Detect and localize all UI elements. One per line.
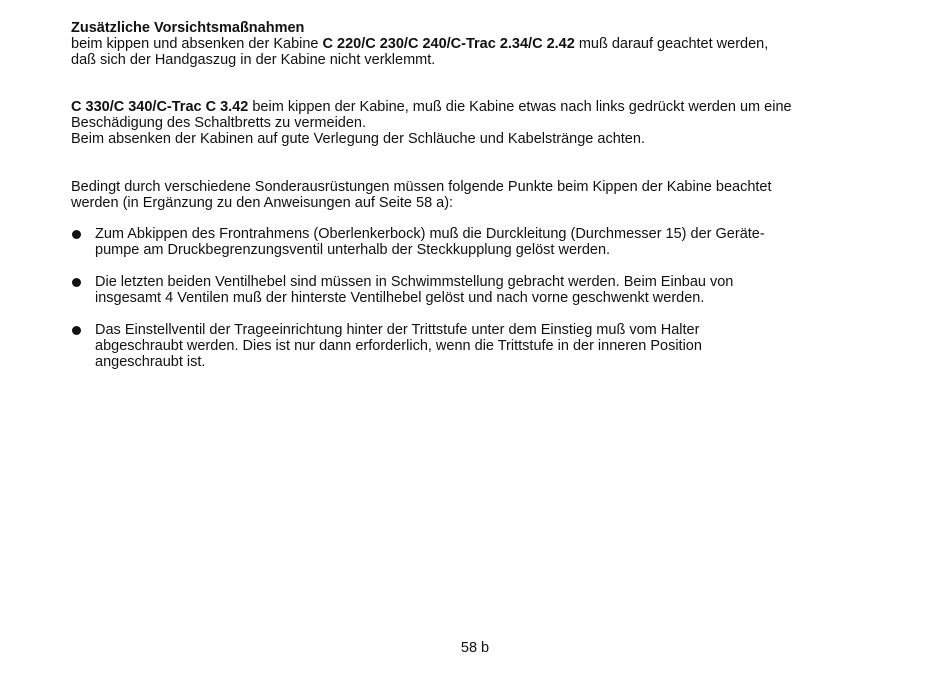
- bullet-icon: [72, 230, 81, 239]
- paragraph-line: Bedingt durch verschiedene Sonderausrüstungen müssen folgende Punkte beim Kippen der Kabine beachtet: [71, 179, 772, 195]
- model-list-bold: C 220/C 230/C 240/C-Trac 2.34/C 2.42: [322, 36, 575, 52]
- section-additional-precautions: [71, 20, 871, 68]
- section-heading: Zusätzliche Vorsichtsmaßnahmen: [71, 20, 305, 36]
- paragraph-line: Beim absenken der Kabinen auf gute Verlegung der Schläuche und Kabelstränge achten.: [71, 131, 645, 147]
- paragraph-line: beim kippen und absenken der Kabine C 220/C 230/C 240/C-Trac 2.34/C 2.42 muß darauf geachtet werden,: [71, 36, 769, 52]
- paragraph-line: werden (in Ergänzung zu den Anweisungen auf Seite 58 a):: [71, 195, 454, 211]
- paragraph-line: daß sich der Handgaszug in der Kabine nicht verklemmt.: [71, 52, 436, 68]
- model-list-bold: C 330/C 340/C-Trac C 3.42: [71, 99, 249, 115]
- bullet-list: [71, 226, 871, 386]
- section-cabin-tilt-c330: [71, 99, 871, 147]
- page-number: 58 b: [460, 640, 490, 656]
- paragraph-line: C 330/C 340/C-Trac C 3.42 beim kippen der Kabine, muß die Kabine etwas nach links gedrückt werden um eine: [71, 99, 792, 115]
- list-item: Das Einstellventil der Trageeinrichtung hinter der Trittstufe unter dem Einstieg muß vom Halter abgeschraubt werden. Dies ist nur dann erforderlich, wenn die Trittstufe in der inneren Position angeschraubt ist.: [71, 322, 871, 370]
- bullet-icon: [72, 278, 81, 287]
- list-item: Zum Abkippen des Frontrahmens (Oberlenkerbock) muß die Durckleitung (Durchmesser 15) der Geräte- pumpe am Druckbegrenzungsventil unterhalb der Steckkupplung gelöst werden.: [71, 226, 871, 258]
- bullet-icon: [72, 326, 81, 335]
- section-special-equipment-intro: [71, 179, 871, 211]
- list-item: Die letzten beiden Ventilhebel sind müssen in Schwimmstellung gebracht werden. Beim Einbau von insgesamt 4 Ventilen muß der hinterste Ventilhebel gelöst und nach vorne geschwenkt werden.: [71, 274, 871, 306]
- paragraph-line: Beschädigung des Schaltbretts zu vermeiden.: [71, 115, 367, 131]
